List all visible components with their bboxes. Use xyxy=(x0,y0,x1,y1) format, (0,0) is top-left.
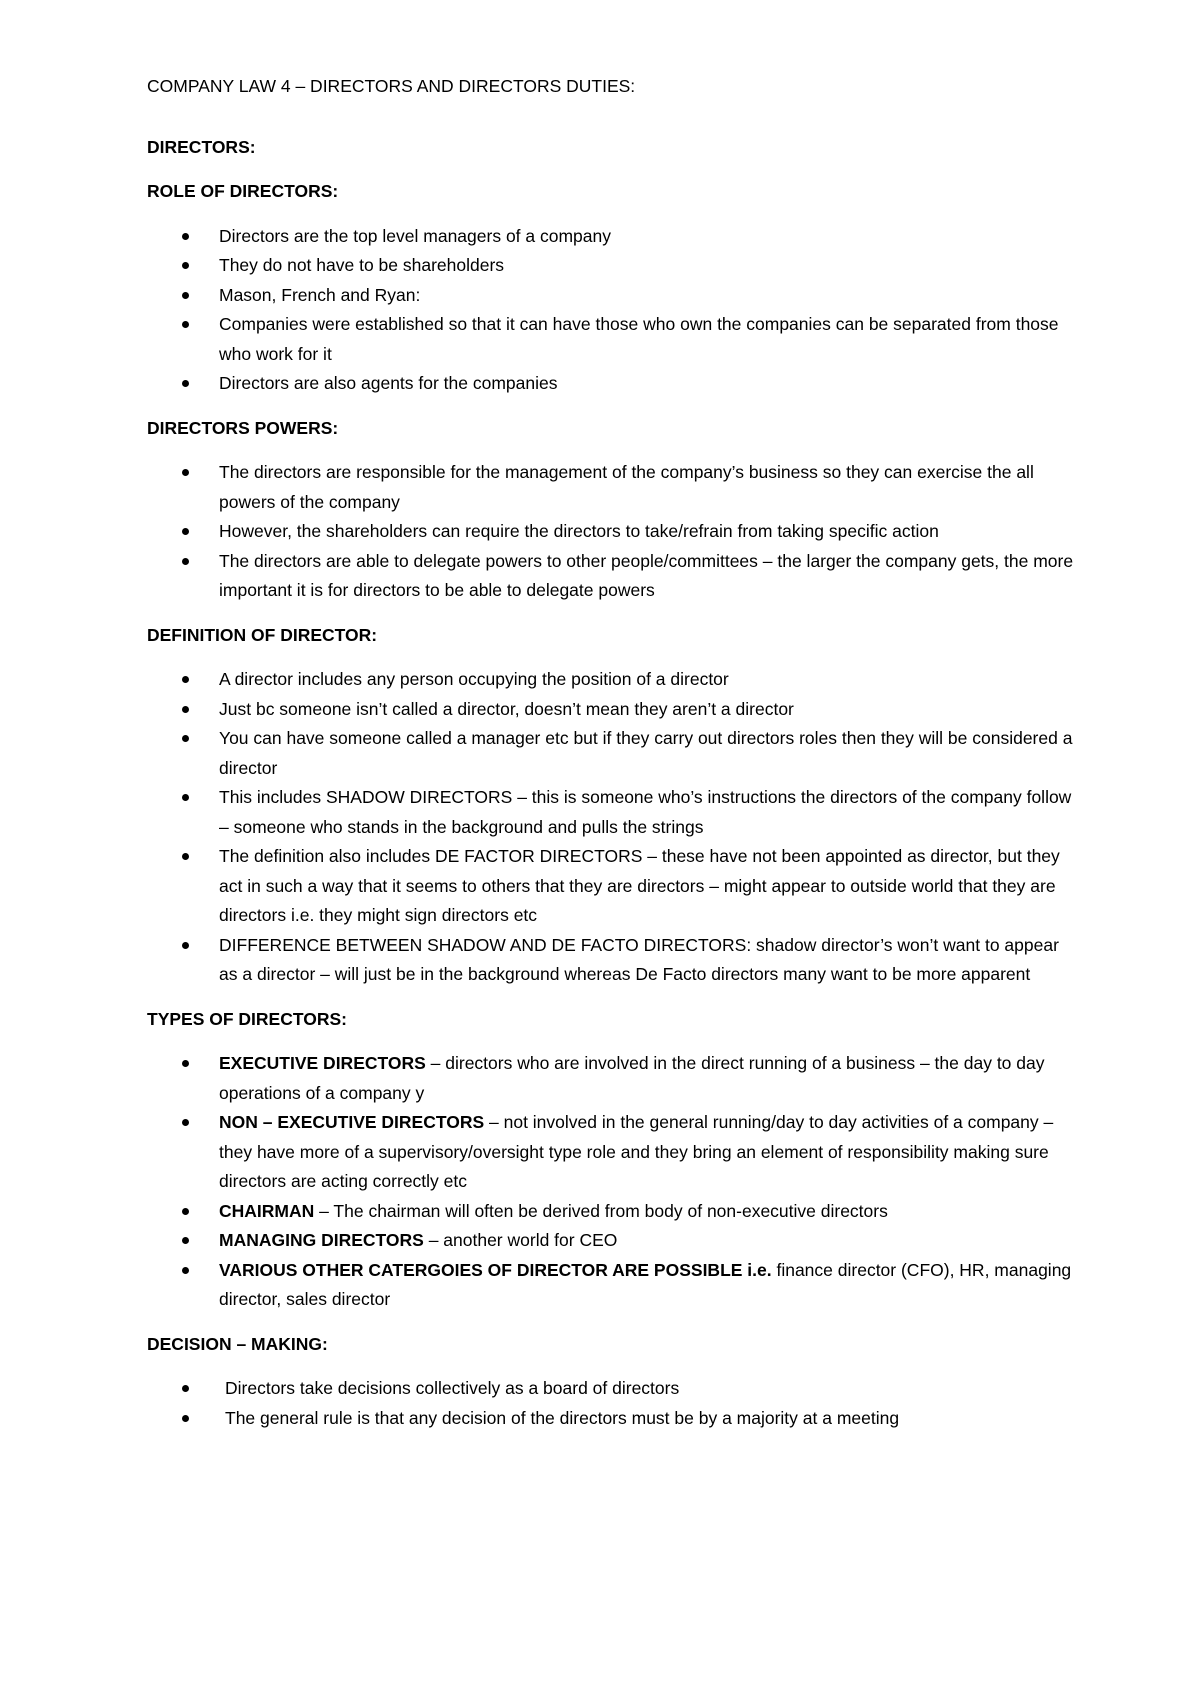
section-heading-decision: DECISION – MAKING: xyxy=(147,1333,328,1354)
role-list xyxy=(147,222,1077,399)
types-list xyxy=(147,1049,1077,1315)
term-label: VARIOUS OTHER CATERGOIES OF DIRECTOR ARE POSSIBLE i.e. xyxy=(219,1259,772,1280)
list-item: The general rule is that any decision of the directors must be by a majority at a meeting xyxy=(147,1404,1077,1434)
section-heading-powers: DIRECTORS POWERS: xyxy=(147,417,339,438)
bullet-icon xyxy=(182,794,189,801)
list-item: A director includes any person occupying the position of a director xyxy=(147,665,1077,695)
list-item: They do not have to be shareholders xyxy=(147,251,1077,281)
bullet-icon xyxy=(182,1415,189,1422)
list-item: DIFFERENCE BETWEEN SHADOW AND DE FACTO DIRECTORS: shadow director’s won’t want to appear as a director – will just be in the background whereas De Facto directors many want to be more apparent xyxy=(147,931,1077,990)
list-item: EXECUTIVE DIRECTORS – directors who are involved in the direct running of a business – the day to day operations of a company y xyxy=(147,1049,1077,1108)
list-item: NON – EXECUTIVE DIRECTORS – not involved in the general running/day to day activities of a company – they have more of a supervisory/oversight type role and they bring an element of responsibility making sure directors are acting correctly etc xyxy=(147,1108,1077,1197)
bullet-icon xyxy=(182,676,189,683)
bullet-icon xyxy=(182,1208,189,1215)
list-item: However, the shareholders can require the directors to take/refrain from taking specific action xyxy=(147,517,1077,547)
section-heading-role: ROLE OF DIRECTORS: xyxy=(147,181,339,201)
list-item: Directors are the top level managers of a company xyxy=(147,222,1077,252)
powers-list xyxy=(147,458,1077,606)
section-heading-definition: DEFINITION OF DIRECTOR: xyxy=(147,624,378,645)
bullet-icon xyxy=(182,558,189,565)
bullet-icon xyxy=(182,1237,189,1244)
term-label: EXECUTIVE DIRECTORS xyxy=(219,1053,426,1073)
bullet-icon xyxy=(182,321,189,328)
bullet-icon xyxy=(182,853,189,860)
bullet-icon xyxy=(182,706,189,713)
bullet-icon xyxy=(182,262,189,269)
directors-heading: DIRECTORS: xyxy=(147,136,256,157)
bullet-icon xyxy=(182,292,189,299)
list-item: Companies were established so that it can have those who own the companies can be separated from those who work for it xyxy=(147,310,1077,369)
term-label: MANAGING DIRECTORS xyxy=(219,1230,424,1250)
term-label: NON – EXECUTIVE DIRECTORS xyxy=(219,1112,485,1132)
bullet-icon xyxy=(182,528,189,535)
list-item: The directors are responsible for the management of the company’s business so they can exercise the all powers of the company xyxy=(147,458,1077,517)
list-item: MANAGING DIRECTORS – another world for CEO xyxy=(147,1226,1077,1256)
bullet-icon xyxy=(182,735,189,742)
bullet-icon xyxy=(182,942,189,949)
list-item: CHAIRMAN – The chairman will often be derived from body of non-executive directors xyxy=(147,1197,1077,1227)
document-body xyxy=(147,72,1077,1448)
definition-list xyxy=(147,665,1077,990)
list-item: VARIOUS OTHER CATERGOIES OF DIRECTOR ARE POSSIBLE i.e. finance director (CFO), HR, managing director, sales director xyxy=(147,1256,1077,1315)
bullet-icon xyxy=(182,1385,189,1392)
bullet-icon xyxy=(182,233,189,240)
bullet-icon xyxy=(182,469,189,476)
list-item: The directors are able to delegate powers to other people/committees – the larger the company gets, the more important it is for directors to be able to delegate powers xyxy=(147,547,1077,606)
term-label: CHAIRMAN xyxy=(219,1200,315,1221)
document-title: COMPANY LAW 4 – DIRECTORS AND DIRECTORS DUTIES: xyxy=(147,76,636,96)
section-heading-types: TYPES OF DIRECTORS: xyxy=(147,1008,347,1029)
bullet-icon xyxy=(182,1267,189,1274)
decision-list xyxy=(147,1374,1077,1433)
list-item: The definition also includes DE FACTOR DIRECTORS – these have not been appointed as director, but they act in such a way that it seems to others that they are directors – might appear to outside world that they are directors i.e. they might sign directors etc xyxy=(147,842,1077,931)
list-item: Just bc someone isn’t called a director, doesn’t mean they aren’t a director xyxy=(147,695,1077,725)
list-item: You can have someone called a manager etc but if they carry out directors roles then they will be considered a director xyxy=(147,724,1077,783)
list-item: Directors are also agents for the companies xyxy=(147,369,1077,399)
list-item: This includes SHADOW DIRECTORS – this is someone who’s instructions the directors of the company follow – someone who stands in the background and pulls the strings xyxy=(147,783,1077,842)
bullet-icon xyxy=(182,1119,189,1126)
list-item: Mason, French and Ryan: xyxy=(147,281,1077,311)
bullet-icon xyxy=(182,380,189,387)
bullet-icon xyxy=(182,1060,189,1067)
list-item: Directors take decisions collectively as a board of directors xyxy=(147,1374,1077,1404)
